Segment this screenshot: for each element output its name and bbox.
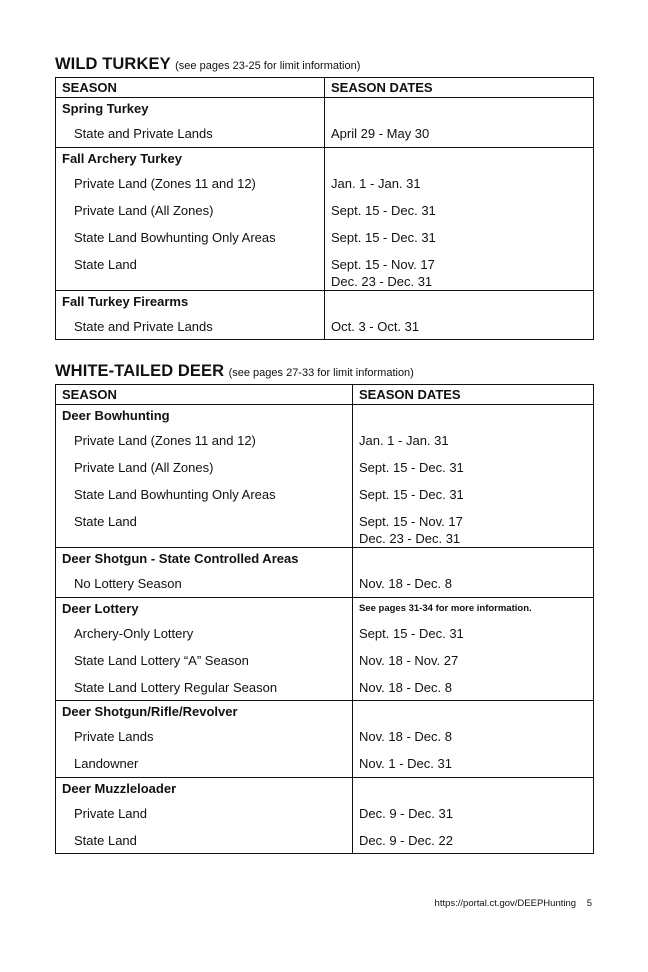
season-group-name: Deer Shotgun - State Controlled Areas [56, 548, 353, 571]
season-dates [325, 251, 594, 291]
season-group-note [353, 405, 594, 428]
table-row [56, 197, 594, 224]
season-label: Private Land (Zones 11 and 12) [56, 427, 353, 454]
season-group-row [56, 98, 594, 121]
season-date-range: Sept. 15 - Dec. 31 [359, 460, 464, 475]
season-date-range: Sept. 15 - Nov. 17 [331, 256, 435, 272]
season-date-range: Jan. 1 - Jan. 31 [331, 175, 421, 191]
table-row [56, 827, 594, 854]
season-date-range: Dec. 9 - Dec. 22 [359, 832, 453, 848]
season-dates [353, 827, 594, 854]
season-date-range: Dec. 9 - Dec. 31 [359, 805, 453, 821]
season-dates [353, 723, 594, 750]
season-group-note [325, 98, 594, 121]
season-dates [353, 750, 594, 777]
season-dates-column-header: SEASON DATES [325, 78, 594, 98]
season-dates [325, 197, 594, 224]
season-date-range: Nov. 18 - Dec. 8 [359, 576, 452, 591]
season-date-range: Nov. 18 - Dec. 8 [359, 729, 452, 744]
season-label: State Land [56, 827, 353, 854]
season-group-row [56, 405, 594, 428]
season-label: Landowner [56, 750, 353, 777]
season-label: Private Land (Zones 11 and 12) [56, 170, 325, 197]
table-row [56, 723, 594, 750]
season-dates [353, 620, 594, 647]
table-row [56, 647, 594, 674]
season-group-name: Fall Archery Turkey [56, 147, 325, 170]
season-date-range: April 29 - May 30 [331, 126, 430, 141]
season-group-name: Spring Turkey [56, 98, 325, 121]
season-dates [353, 674, 594, 701]
table-row [56, 800, 594, 827]
deer-season-table [55, 384, 594, 854]
season-label: No Lottery Season [56, 570, 353, 597]
season-label: State Land Lottery “A” Season [56, 647, 353, 674]
season-date-range: Oct. 3 - Oct. 31 [331, 318, 420, 334]
season-group-row [56, 147, 594, 170]
deer-title: WHITE-TAILED DEER [55, 362, 225, 380]
season-group-row [56, 290, 594, 313]
table-row [56, 508, 594, 548]
table-row [56, 570, 594, 597]
season-label: State Land Bowhunting Only Areas [56, 224, 325, 251]
season-group-note [353, 777, 594, 800]
season-label: State Land [56, 508, 353, 548]
season-date-range: Nov. 18 - Nov. 27 [359, 652, 459, 668]
season-label: Private Land (All Zones) [56, 454, 353, 481]
season-dates [353, 427, 594, 454]
table-row [56, 454, 594, 481]
season-group-note: See pages 31-34 for more information. [353, 597, 594, 620]
season-dates [353, 647, 594, 674]
season-group-note [325, 290, 594, 313]
turkey-limit-note: (see pages 23-25 for limit information) [175, 60, 361, 72]
season-dates [325, 313, 594, 340]
season-group-name: Deer Bowhunting [56, 405, 353, 428]
season-group-note [353, 701, 594, 724]
deer-section-title [55, 362, 414, 381]
page-number: 5 [586, 898, 592, 909]
season-group-row [56, 597, 594, 620]
deer-limit-note: (see pages 27-33 for limit information) [228, 367, 414, 379]
table-row [56, 170, 594, 197]
season-date-range: Sept. 15 - Dec. 31 [359, 625, 464, 641]
season-label: State Land [56, 251, 325, 291]
season-date-range: Sept. 15 - Dec. 31 [331, 202, 436, 218]
season-date-range: Jan. 1 - Jan. 31 [359, 433, 449, 448]
table-row [56, 313, 594, 340]
season-dates [353, 508, 594, 548]
season-date-range: Dec. 23 - Dec. 31 [331, 273, 433, 289]
season-dates [353, 454, 594, 481]
season-label: State and Private Lands [56, 313, 325, 340]
season-dates [353, 481, 594, 508]
season-label: State Land Lottery Regular Season [56, 674, 353, 701]
season-group-name: Deer Lottery [56, 597, 353, 620]
table-row [56, 481, 594, 508]
season-dates [353, 800, 594, 827]
season-dates [325, 120, 594, 147]
season-label: State Land Bowhunting Only Areas [56, 481, 353, 508]
season-label: Private Land (All Zones) [56, 197, 325, 224]
season-label: Private Land [56, 800, 353, 827]
season-group-note [353, 548, 594, 571]
season-date-range: Sept. 15 - Dec. 31 [359, 487, 464, 502]
season-dates-column-header: SEASON DATES [353, 385, 594, 405]
table-row [56, 674, 594, 701]
table-row [56, 224, 594, 251]
season-group-row [56, 548, 594, 571]
season-group-name: Deer Shotgun/Rifle/Revolver [56, 701, 353, 724]
season-label: Archery-Only Lottery [56, 620, 353, 647]
season-group-name: Fall Turkey Firearms [56, 290, 325, 313]
season-date-range: Sept. 15 - Nov. 17 [359, 514, 463, 529]
footer-url: https://portal.ct.gov/DEEPHunting [434, 898, 577, 909]
season-dates [325, 170, 594, 197]
season-dates [325, 224, 594, 251]
turkey-season-table [55, 77, 594, 340]
season-date-range: Sept. 15 - Dec. 31 [331, 229, 436, 245]
table-row [56, 120, 594, 147]
table-row [56, 620, 594, 647]
season-date-range: Nov. 18 - Dec. 8 [359, 679, 452, 695]
season-label: State and Private Lands [56, 120, 325, 147]
season-group-name: Deer Muzzleloader [56, 777, 353, 800]
turkey-section-title [55, 55, 360, 74]
season-group-row [56, 701, 594, 724]
season-column-header: SEASON [56, 385, 353, 405]
season-group-note [325, 147, 594, 170]
turkey-title: WILD TURKEY [55, 55, 171, 73]
season-dates [353, 570, 594, 597]
table-row [56, 427, 594, 454]
season-group-row [56, 777, 594, 800]
table-row [56, 251, 594, 291]
season-date-range: Dec. 23 - Dec. 31 [359, 531, 461, 546]
season-date-range: Nov. 1 - Dec. 31 [359, 756, 452, 771]
season-label: Private Lands [56, 723, 353, 750]
page-footer [435, 898, 592, 909]
table-row [56, 750, 594, 777]
season-column-header: SEASON [56, 78, 325, 98]
